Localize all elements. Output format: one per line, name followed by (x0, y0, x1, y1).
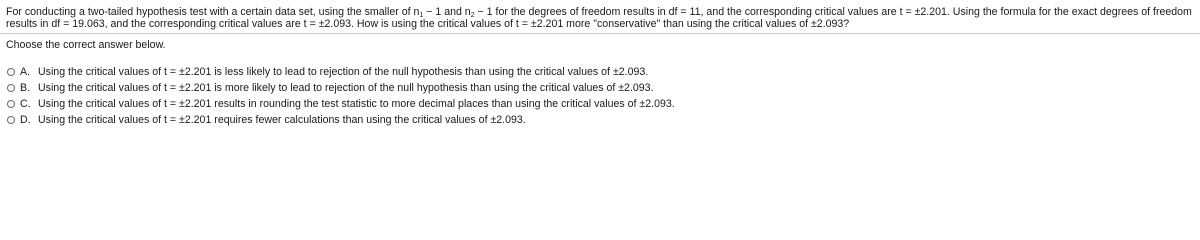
option-b[interactable] (7, 82, 675, 94)
option-d[interactable] (7, 114, 675, 126)
option-text: Using the critical values of t = ±2.201 is less likely to lead to rejection of the null hypothesis than using the critical values of ±2.093. (38, 66, 649, 78)
option-letter: A. (20, 66, 31, 78)
radio-button-icon[interactable] (7, 100, 15, 108)
question-text (6, 6, 1196, 30)
option-text: Using the critical values of t = ±2.201 results in rounding the test statistic to more decimal places than using the critical values of ±2.093. (38, 98, 675, 110)
instruction-text: Choose the correct answer below. (6, 39, 166, 51)
option-letter: B. (20, 82, 31, 94)
subscript-1: 1 (419, 12, 424, 19)
divider (0, 33, 1200, 34)
option-c[interactable] (7, 98, 675, 110)
option-letter: C. (20, 98, 31, 110)
question-part-2: − 1 and n (423, 6, 471, 18)
subscript-2: 2 (470, 12, 475, 19)
radio-button-icon[interactable] (7, 116, 15, 124)
radio-button-icon[interactable] (7, 68, 15, 76)
option-letter: D. (20, 114, 31, 126)
option-text: Using the critical values of t = ±2.201 is more likely to lead to rejection of the null hypothesis than using the critical values of ±2.093. (38, 82, 654, 94)
radio-button-icon[interactable] (7, 84, 15, 92)
question-part-3: − 1 for the degrees of freedom results in df = 11, and the corresponding critical values are t = ±2.201. Using the formula for the exact degrees of freedom results in df = 19.063, and the corresponding critical values are t = ±2.093. How is using the critical values of t = ±2.201 more "conservative" than using the critical values of ±2.093? (6, 6, 1192, 30)
question-part-1: For conducting a two-tailed hypothesis test with a certain data set, using the smaller of n (6, 6, 420, 18)
answer-options (7, 66, 675, 130)
option-a[interactable] (7, 66, 675, 78)
option-text: Using the critical values of t = ±2.201 requires fewer calculations than using the critical values of ±2.093. (38, 114, 526, 126)
